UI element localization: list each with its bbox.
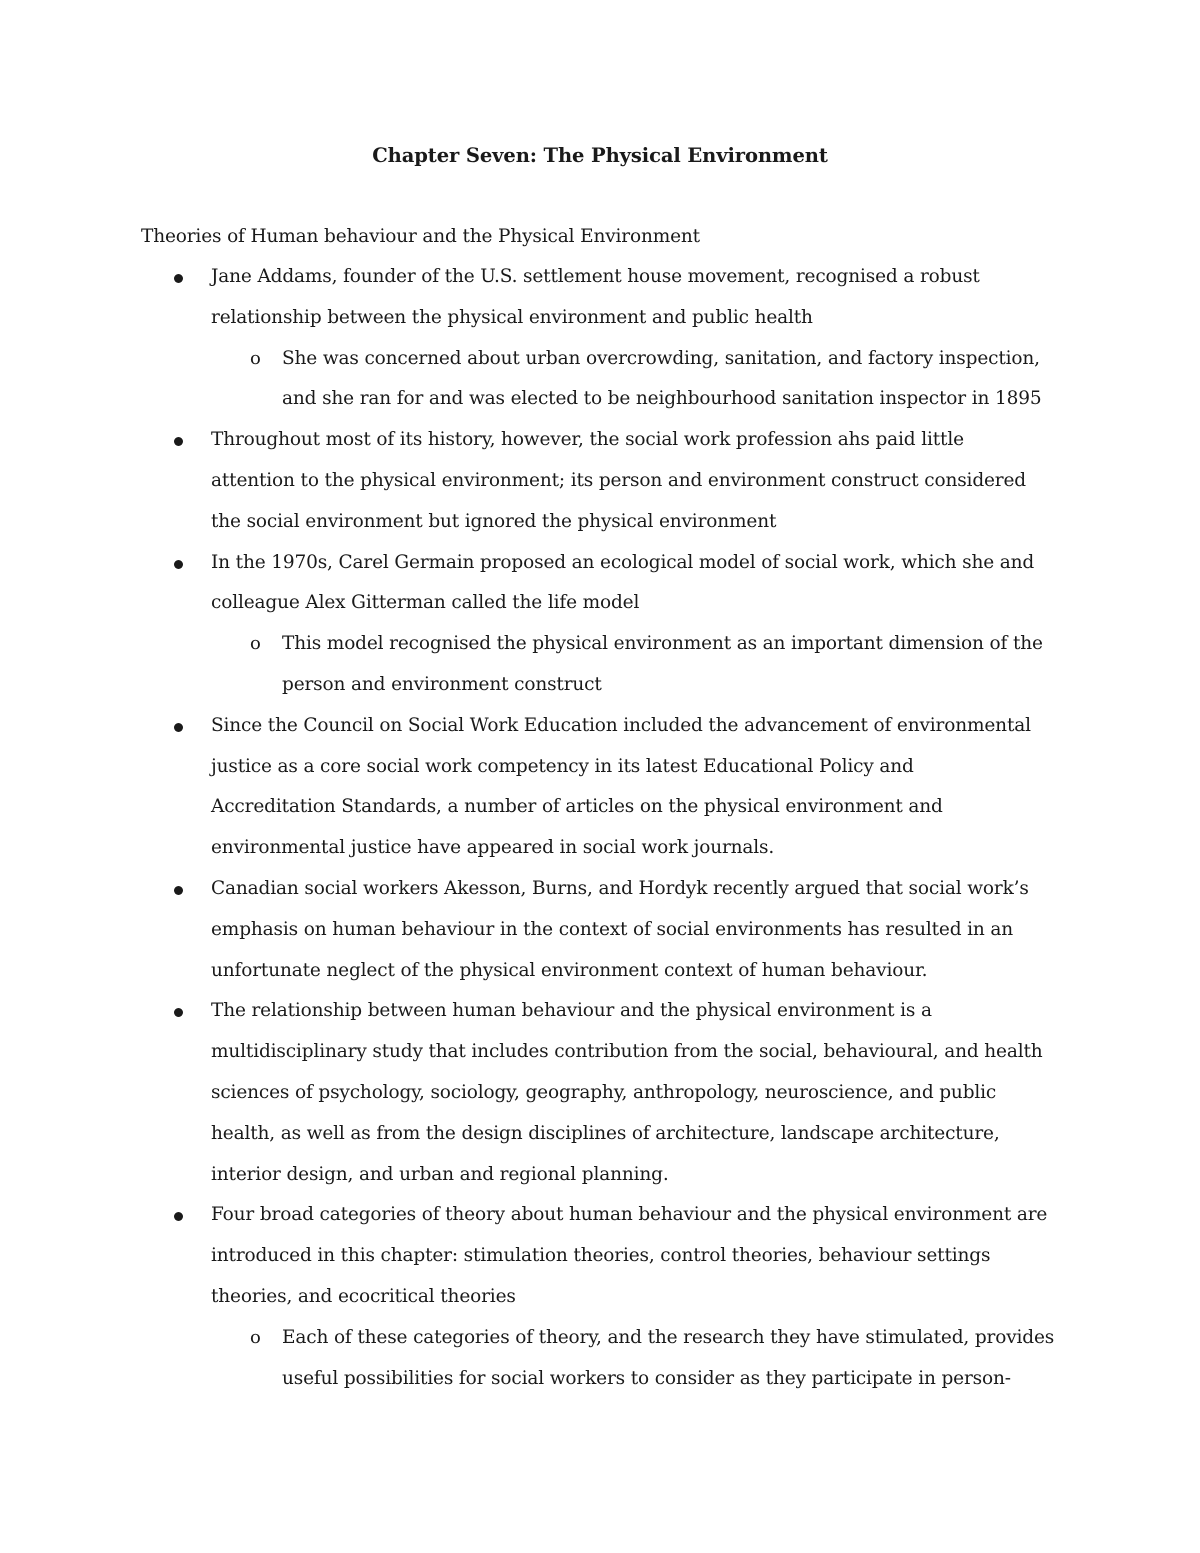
section-heading: Theories of Human behaviour and the Physical Environment <box>141 226 700 247</box>
bullet-text: Canadian social workers Akesson, Burns, and Hordyk recently argued that social work’s emphasis on human behaviour in the context of social environments has resulted in an unfortunate neglect of the physical environment context of human behaviour. <box>211 877 1029 981</box>
bullet-icon <box>174 723 183 732</box>
bullet-icon <box>174 1008 183 1017</box>
bullet-item <box>0 257 1200 339</box>
bullet-icon <box>174 560 183 569</box>
bullet-icon <box>174 1212 183 1221</box>
sub-bullet-item <box>0 624 1200 706</box>
bullet-item <box>0 543 1200 625</box>
bullet-item <box>0 420 1200 542</box>
bullet-text: In the 1970s, Carel Germain proposed an ecological model of social work, which she and colleague Alex Gitterman called the life model <box>211 551 1035 614</box>
bullet-item <box>0 706 1200 869</box>
sub-bullet-text: Each of these categories of theory, and the research they have stimulated, provides useful possibilities for social workers to consider as they participate in person- <box>282 1326 1055 1389</box>
bullet-item <box>0 869 1200 991</box>
bullet-icon <box>174 886 183 895</box>
sub-bullet-text: This model recognised the physical environment as an important dimension of the person and environment construct <box>282 633 1043 695</box>
bullet-icon <box>174 437 183 446</box>
bullet-text: Four broad categories of theory about human behaviour and the physical environment are introduced in this chapter: stimulation theories, control theories, behaviour settings theories, and ecocritical theories <box>211 1204 1048 1307</box>
sub-bullet-icon: o <box>250 633 261 655</box>
bullet-text: Jane Addams, founder of the U.S. settlement house movement, recognised a robust relationship between the physical environment and public health <box>211 266 980 328</box>
bullet-item <box>0 1195 1200 1317</box>
sub-bullet-item <box>0 1318 1200 1400</box>
bullet-list <box>0 257 1200 1399</box>
sub-bullet-icon: o <box>250 1326 261 1348</box>
bullet-icon <box>174 274 183 283</box>
bullet-text: Since the Council on Social Work Education included the advancement of environmental justice as a core social work competency in its latest Educational Policy and Accreditation Standards, a number of articles on the physical environment and environmental justice have appeared in social work journals. <box>211 714 1031 859</box>
sub-bullet-icon: o <box>250 347 261 369</box>
bullet-item <box>0 991 1200 1195</box>
bullet-text: Throughout most of its history, however, the social work profession ahs paid little attention to the physical environment; its person and environment construct considered the social environment but ignored the physical environment <box>211 429 1026 532</box>
bullet-text: The relationship between human behaviour and the physical environment is a multidisciplinary study that includes contribution from the social, behavioural, and health sciences of psychology, sociology, geography, anthropology, neuroscience, and public health, as well as from the design disciplines of architecture, landscape architecture, interior design, and urban and regional planning. <box>211 1000 1043 1185</box>
sub-bullet-text: She was concerned about urban overcrowding, sanitation, and factory inspection, and she ran for and was elected to be neighbourhood sanitation inspector in 1895 <box>282 347 1042 410</box>
sub-bullet-item <box>0 339 1200 421</box>
chapter-title: Chapter Seven: The Physical Environment <box>372 144 828 167</box>
